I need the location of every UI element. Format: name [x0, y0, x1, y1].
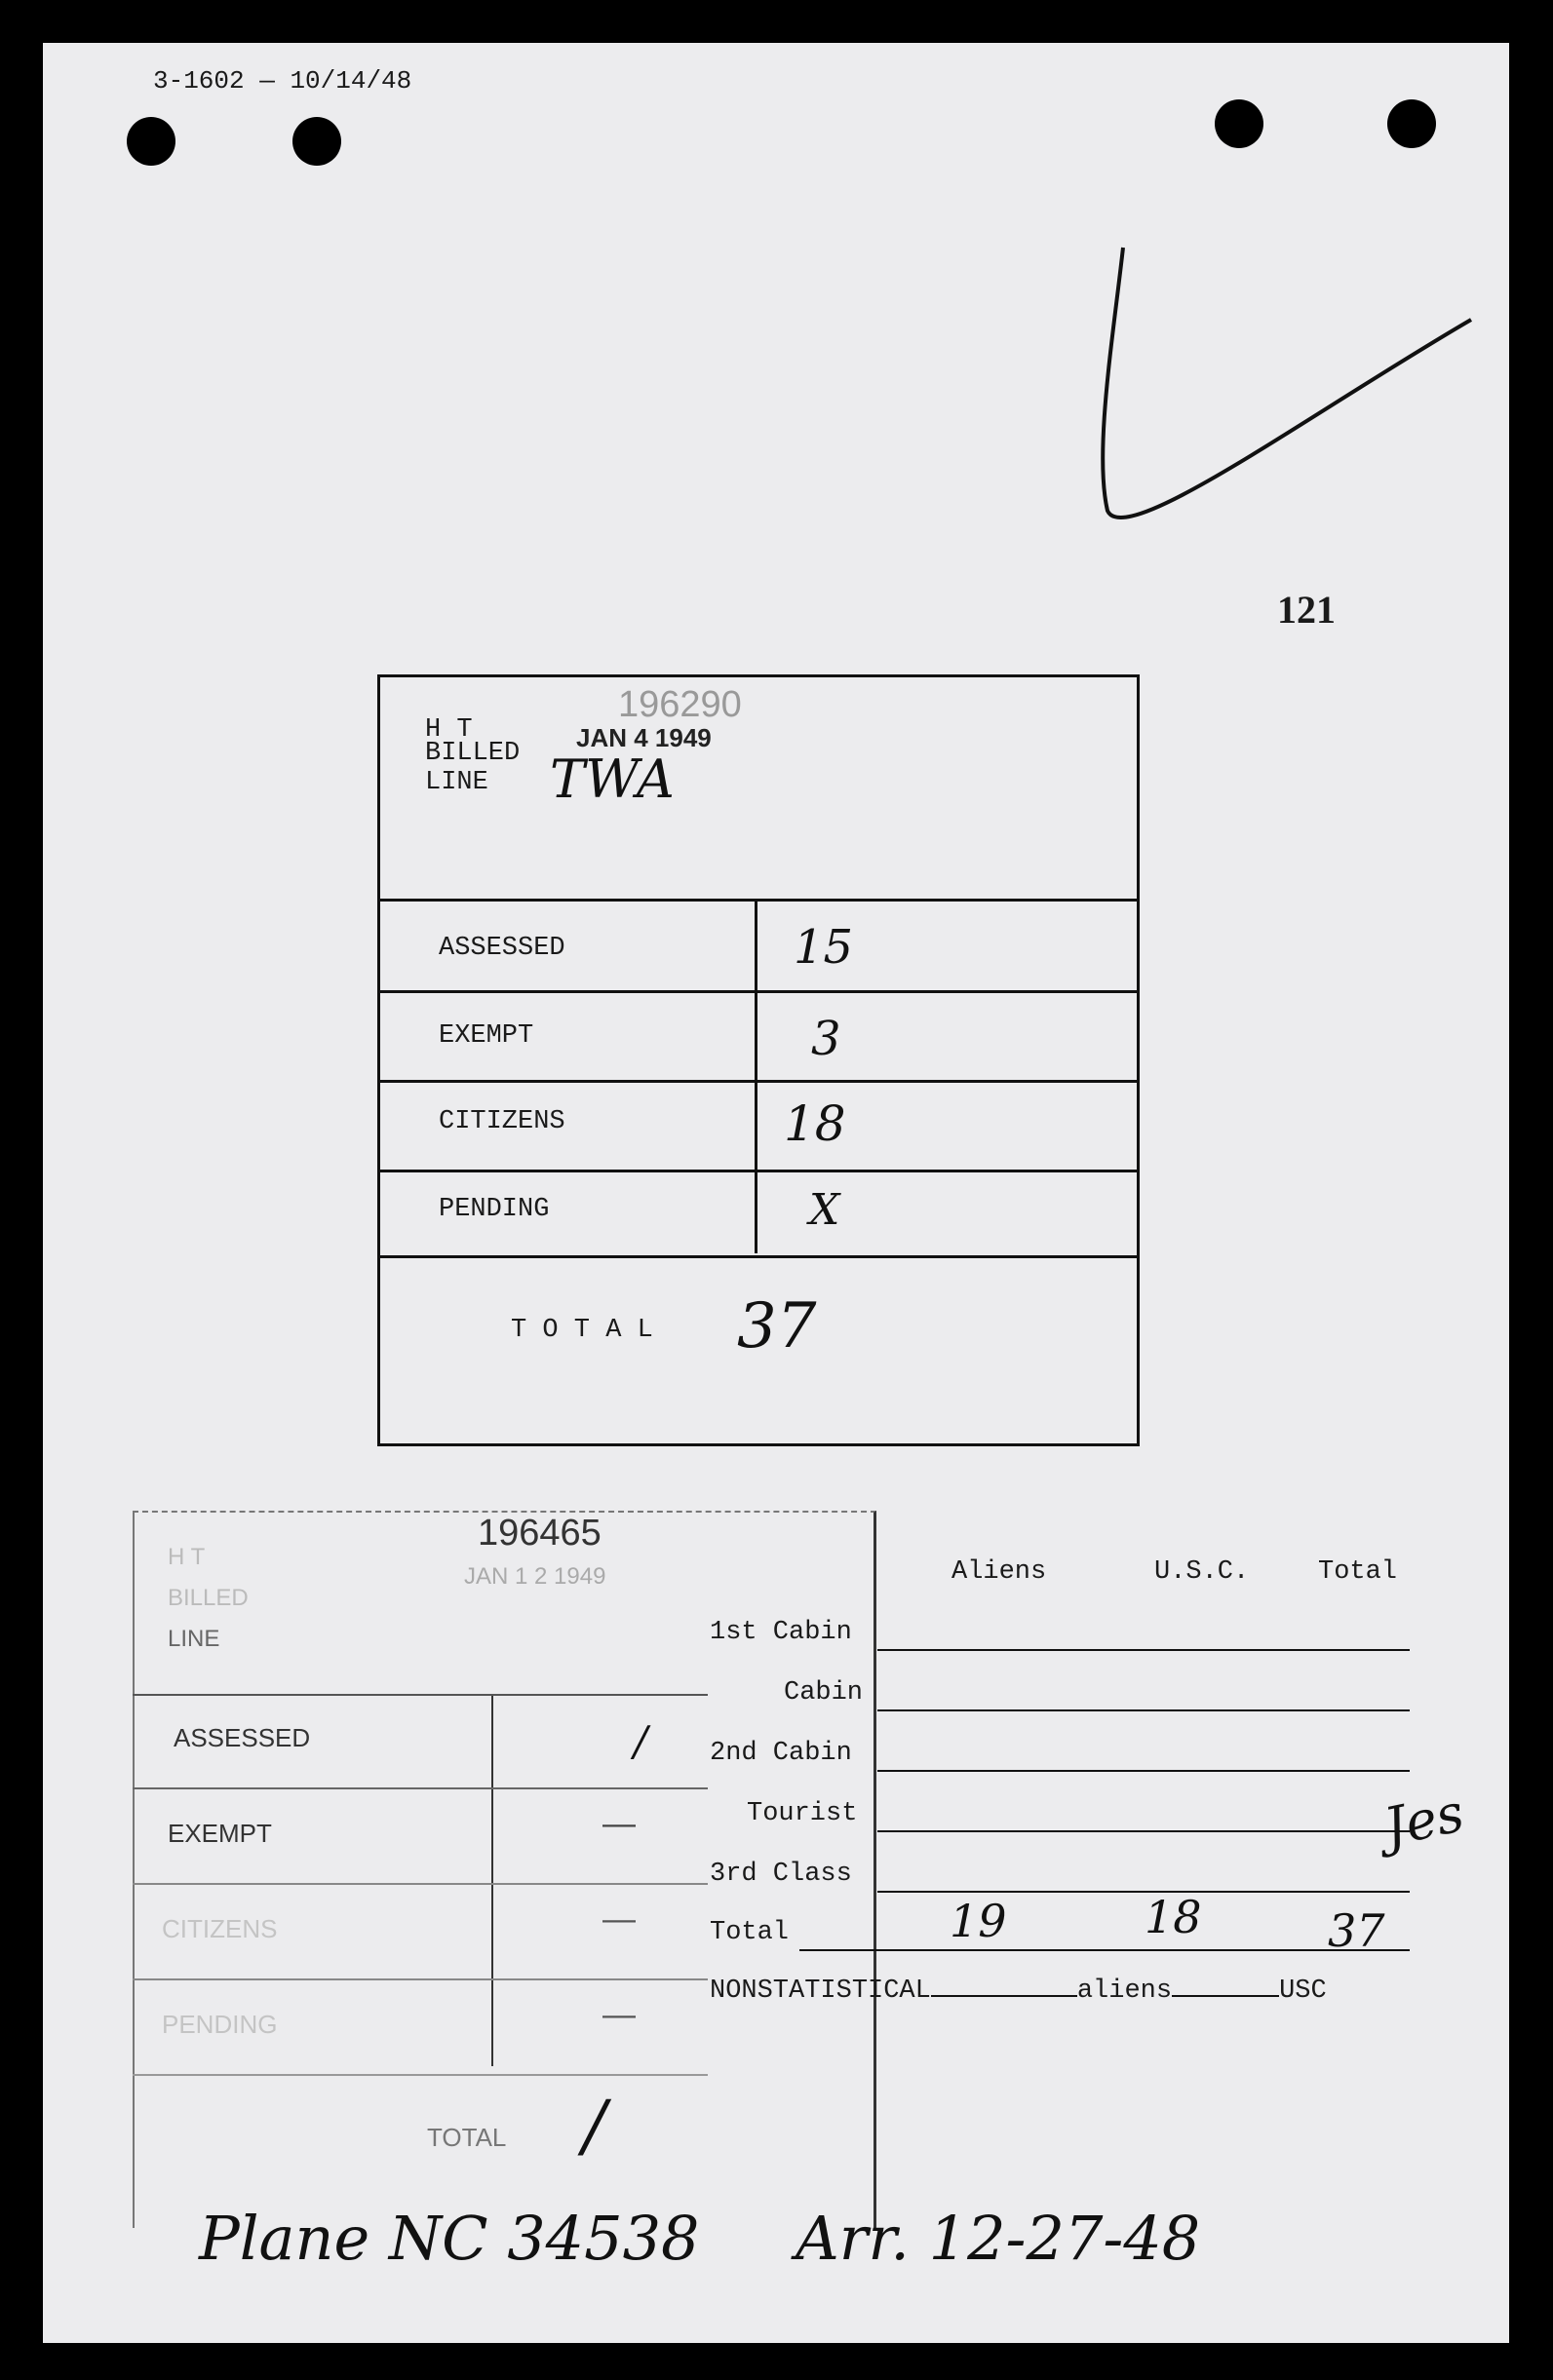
ht-label-2: H T	[168, 1544, 206, 1570]
total-value-2: /	[583, 2086, 606, 2166]
citizens-value-2: —	[602, 1900, 636, 1938]
billed-label-2: BILLED	[168, 1585, 249, 1611]
citizens-label-2: CITIZENS	[162, 1914, 278, 1943]
total-aliens-value: 19	[950, 1895, 1007, 1947]
total-label-2: TOTAL	[427, 2123, 507, 2152]
pending-label: PENDING	[439, 1195, 550, 1224]
plane-note: Plane NC 34538	[199, 2203, 700, 2274]
nonstat-usc: USC	[1279, 1977, 1327, 2006]
fill-line	[877, 1649, 1410, 1651]
divider	[380, 990, 1137, 993]
citizens-value: 18	[784, 1095, 846, 1152]
row-cabin-label: Cabin	[784, 1678, 864, 1708]
assessed-value: 15	[794, 920, 854, 975]
citizens-label: CITIZENS	[439, 1107, 565, 1136]
col-total-header: Total	[1318, 1557, 1398, 1587]
fill-line	[799, 1949, 1410, 1951]
total-total-value: 37	[1328, 1904, 1385, 1957]
col-aliens-header: Aliens	[951, 1557, 1047, 1587]
exempt-label: EXEMPT	[439, 1021, 534, 1051]
exempt-value: 3	[811, 1012, 841, 1066]
date-stamp-2: JAN 1 2 1949	[464, 1563, 606, 1590]
divider	[380, 1255, 1137, 1258]
billed-label: BILLED	[425, 739, 521, 768]
assessed-label-2: ASSESSED	[174, 1723, 311, 1752]
exempt-value-2: —	[602, 1805, 636, 1842]
divider	[133, 1883, 708, 1885]
nonstat-text: NONSTATISTICAL	[710, 1977, 931, 2006]
date-stamp: JAN 4 1949	[576, 723, 712, 752]
fill-line	[877, 1891, 1410, 1893]
row-tourist-label: Tourist	[747, 1799, 858, 1828]
col-usc-header: U.S.C.	[1154, 1557, 1250, 1587]
nonstat-aliens: aliens	[1076, 1977, 1173, 2006]
divider	[380, 899, 1137, 902]
divider	[133, 1694, 708, 1696]
divider	[133, 1978, 708, 1980]
page-number: 121	[1277, 588, 1336, 632]
pending-label-2: PENDING	[162, 2010, 278, 2039]
line-label-2: LINE	[168, 1626, 220, 1652]
row-total-label: Total	[710, 1918, 790, 1947]
ht-label: H T	[425, 715, 473, 745]
initials: Jes	[1378, 1782, 1469, 1859]
assessed-value-2: /	[634, 1717, 648, 1765]
pending-value: X	[809, 1185, 840, 1235]
row-2nd-cabin-label: 2nd Cabin	[710, 1739, 852, 1768]
serial-stamp-2: 196465	[478, 1513, 602, 1554]
total-usc-value: 18	[1145, 1891, 1202, 1943]
form-number: 3-1602 — 10/14/48	[153, 66, 412, 96]
total-label: T O T A L	[511, 1316, 653, 1345]
pending-value-2: —	[602, 1996, 636, 2033]
serial-stamp: 196290	[618, 684, 742, 725]
line-label: LINE	[425, 768, 488, 797]
divider	[380, 1170, 1137, 1172]
divider	[133, 2074, 708, 2076]
fill-line	[877, 1770, 1410, 1772]
total-value: 37	[737, 1290, 817, 1363]
fill-line	[877, 1709, 1410, 1711]
divider	[755, 901, 757, 1253]
assessed-label: ASSESSED	[439, 934, 565, 963]
row-1st-cabin-label: 1st Cabin	[710, 1618, 852, 1647]
line-value: TWA	[550, 749, 675, 810]
divider	[133, 1787, 708, 1789]
divider	[491, 1696, 493, 2066]
arrival-note: Arr. 12-27-48	[796, 2203, 1201, 2274]
row-3rd-class-label: 3rd Class	[710, 1860, 852, 1889]
fill-line	[877, 1830, 1410, 1832]
exempt-label-2: EXEMPT	[168, 1819, 272, 1848]
nonstatistical-label	[710, 1977, 1327, 2006]
divider	[380, 1080, 1137, 1083]
document-page	[43, 43, 1509, 2343]
